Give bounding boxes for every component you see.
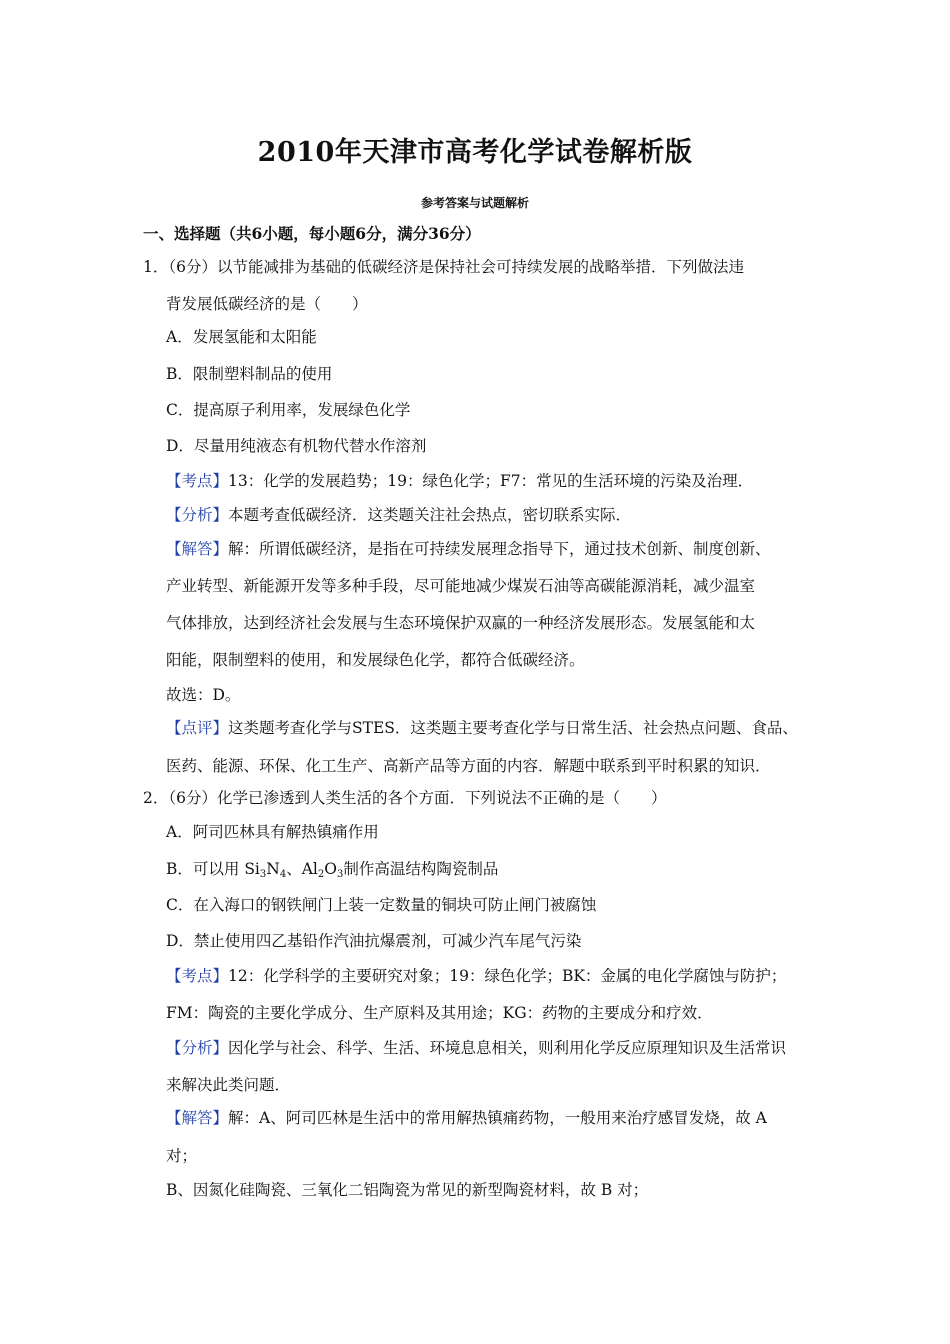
q2-kaodian-line1: 【考点】12：化学科学的主要研究对象；19：绿色化学；BK：金属的电化学腐蚀与防护； xyxy=(166,967,787,985)
q1-stem-line2: 背发展低碳经济的是（ ） xyxy=(166,295,368,313)
q2-stem: 2．（6分）化学已渗透到人类生活的各个方面．下列说法不正确的是（ ） xyxy=(143,789,667,807)
q1-fenxi: 【分析】本题考查低碳经济．这类题关注社会热点，密切联系实际． xyxy=(166,506,632,524)
dianping-tag: 【点评】 xyxy=(166,719,229,737)
q2-fenxi-line1: 【分析】因化学与社会、科学、生活、环境息息相关，则利用化学反应原理知识及生活常识 xyxy=(166,1039,787,1057)
kaodian-tag: 【考点】 xyxy=(166,967,229,985)
q2-option-a: A．阿司匹林具有解热镇痛作用 xyxy=(166,823,379,841)
q1-dianping-line2: 医药、能源、环保、化工生产、高新产品等方面的内容．解题中联系到平时积累的知识． xyxy=(166,757,771,775)
q1-jieda-line3: 气体排放，达到经济社会发展与生态环境保护双赢的一种经济发展形态。发展氢能和太 xyxy=(166,614,756,632)
q2-option-d: D．禁止使用四乙基铅作汽油抗爆震剂，可减少汽车尾气污染 xyxy=(166,932,582,950)
jieda-tag: 【解答】 xyxy=(166,540,229,558)
q1-jieda-line4: 阳能，限制塑料的使用，和发展绿色化学，都符合低碳经济。 xyxy=(166,651,585,669)
q1-option-b: B．限制塑料制品的使用 xyxy=(166,365,333,383)
q1-option-d: D．尽量用纯液态有机物代替水作溶剂 xyxy=(166,437,427,455)
q1-kaodian: 【考点】13：化学的发展趋势；19：绿色化学；F7：常见的生活环境的污染及治理． xyxy=(166,472,754,490)
q2-fenxi-line2: 来解决此类问题． xyxy=(166,1076,291,1094)
q2-kaodian-line2: FM：陶瓷的主要化学成分、生产原料及其用途；KG：药物的主要成分和疗效． xyxy=(166,1004,713,1022)
page-subtitle: 参考答案与试题解析 xyxy=(420,196,529,210)
q1-stem-line1: 1．（6分）以节能减排为基础的低碳经济是保持社会可持续发展的战略举措．下列做法违 xyxy=(143,258,744,276)
jieda-tag: 【解答】 xyxy=(166,1109,229,1127)
q1-answer: 故选：D。 xyxy=(166,686,241,704)
q2-option-b: B．可以用 $Si_3N_4$、$Al_2O_3$制作高温结构陶瓷制品 xyxy=(166,860,499,880)
q1-option-a: A．发展氢能和太阳能 xyxy=(166,328,317,346)
q2-number: 2． xyxy=(143,789,169,807)
section-heading: 一、选择题（共6小题，每小题6分，满分36分） xyxy=(143,224,481,243)
fenxi-tag: 【分析】 xyxy=(166,506,229,524)
q2-jieda-line2: 对； xyxy=(166,1147,198,1165)
page-title: 2010年天津市高考化学试卷解析版 xyxy=(257,137,693,168)
q1-dianping-line1: 【点评】这类题考查化学与STES．这类题主要考查化学与日常生活、社会热点问题、食品、 xyxy=(166,719,798,737)
q2-jieda-line1: 【解答】解：A、阿司匹林是生活中的常用解热镇痛药物，一般用来治疗感冒发烧，故 A xyxy=(166,1109,767,1127)
q2-option-c: C．在入海口的钢铁闸门上装一定数量的铜块可防止闸门被腐蚀 xyxy=(166,896,597,914)
q1-option-c: C．提高原子利用率，发展绿色化学 xyxy=(166,401,411,419)
q1-number: 1． xyxy=(143,258,169,276)
fenxi-tag: 【分析】 xyxy=(166,1039,229,1057)
kaodian-tag: 【考点】 xyxy=(166,472,229,490)
q2-jieda-line3: B、因氮化硅陶瓷、三氧化二铝陶瓷为常见的新型陶瓷材料，故 B 对； xyxy=(166,1181,649,1199)
q1-jieda-line1: 【解答】解：所谓低碳经济，是指在可持续发展理念指导下，通过技术创新、制度创新、 xyxy=(166,540,771,558)
q1-jieda-line2: 产业转型、新能源开发等多种手段，尽可能地减少煤炭石油等高碳能源消耗，减少温室 xyxy=(166,577,756,595)
